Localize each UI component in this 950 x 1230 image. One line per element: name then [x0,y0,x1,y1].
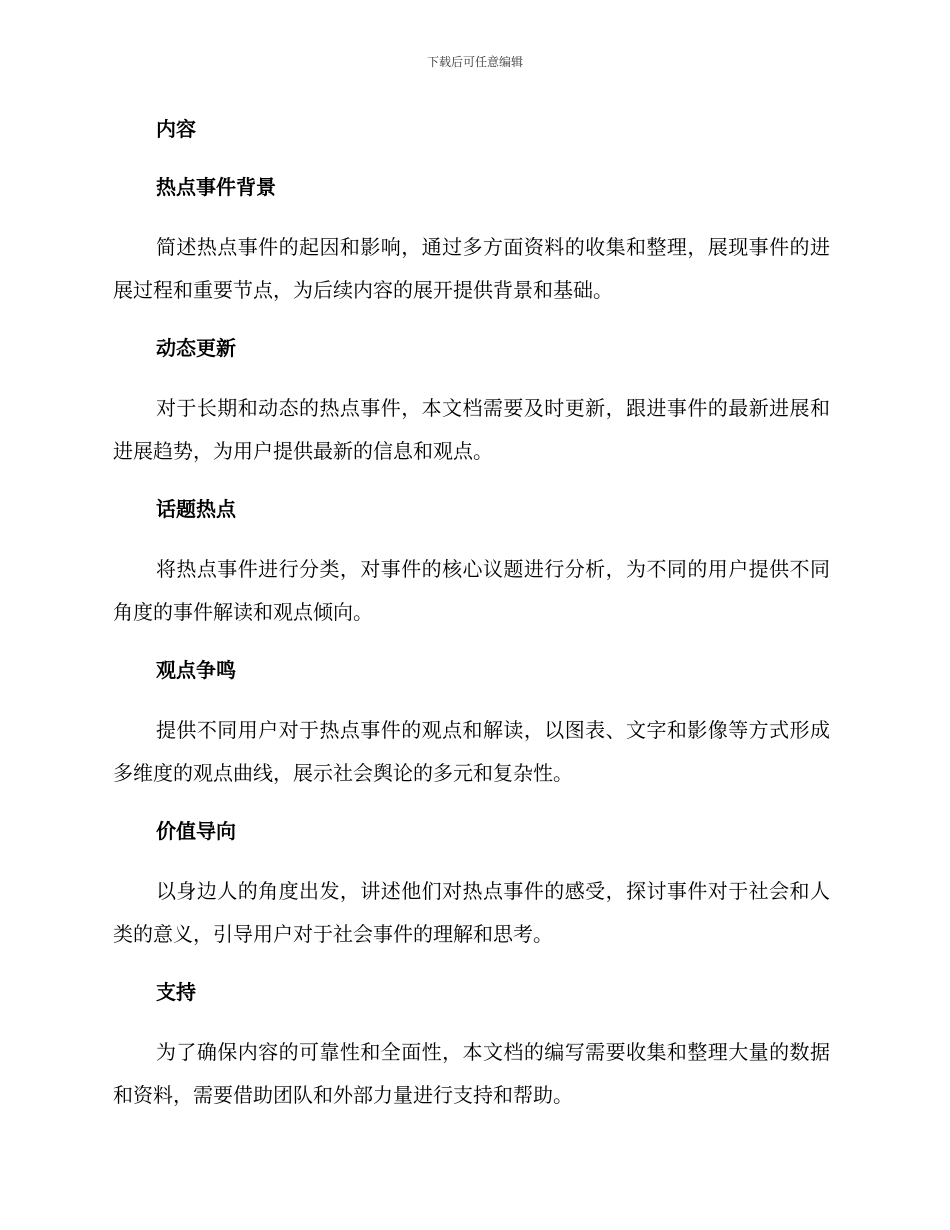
section-heading-support: 支持 [156,980,196,1004]
section-body-support: 为了确保内容的可靠性和全面性，本文档的编写需要收集和整理大量的数据和资料，需要借助团队和外部力量进行支持和帮助。 [113,1040,830,1107]
section-body-values: 以身边人的角度出发，讲述他们对热点事件的感受，探讨事件对于社会和人类的意义，引导用户对于社会事件的理解和思考。 [113,879,830,946]
document-title: 内容 [156,117,196,141]
section-body-viewpoints: 提供不同用户对于热点事件的观点和解读，以图表、文字和影像等方式形成多维度的观点曲线，展示社会舆论的多元和复杂性。 [113,718,830,785]
section-heading-values: 价值导向 [156,819,236,843]
section-body-background: 简述热点事件的起因和影响，通过多方面资料的收集和整理，展现事件的进展过程和重要节点，为后续内容的展开提供背景和基础。 [113,235,830,302]
section-body-updates: 对于长期和动态的热点事件，本文档需要及时更新，跟进事件的最新进展和进展趋势，为用户提供最新的信息和观点。 [113,396,830,463]
section-heading-topics: 话题热点 [156,497,236,521]
section-body-topics: 将热点事件进行分类，对事件的核心议题进行分析，为不同的用户提供不同角度的事件解读和观点倾向。 [113,557,830,624]
section-heading-background: 热点事件背景 [156,175,276,199]
header-note: 下载后可任意编辑 [426,55,523,69]
document-content [113,110,830,1134]
section-heading-updates: 动态更新 [156,336,236,360]
section-heading-viewpoints: 观点争鸣 [156,658,236,682]
